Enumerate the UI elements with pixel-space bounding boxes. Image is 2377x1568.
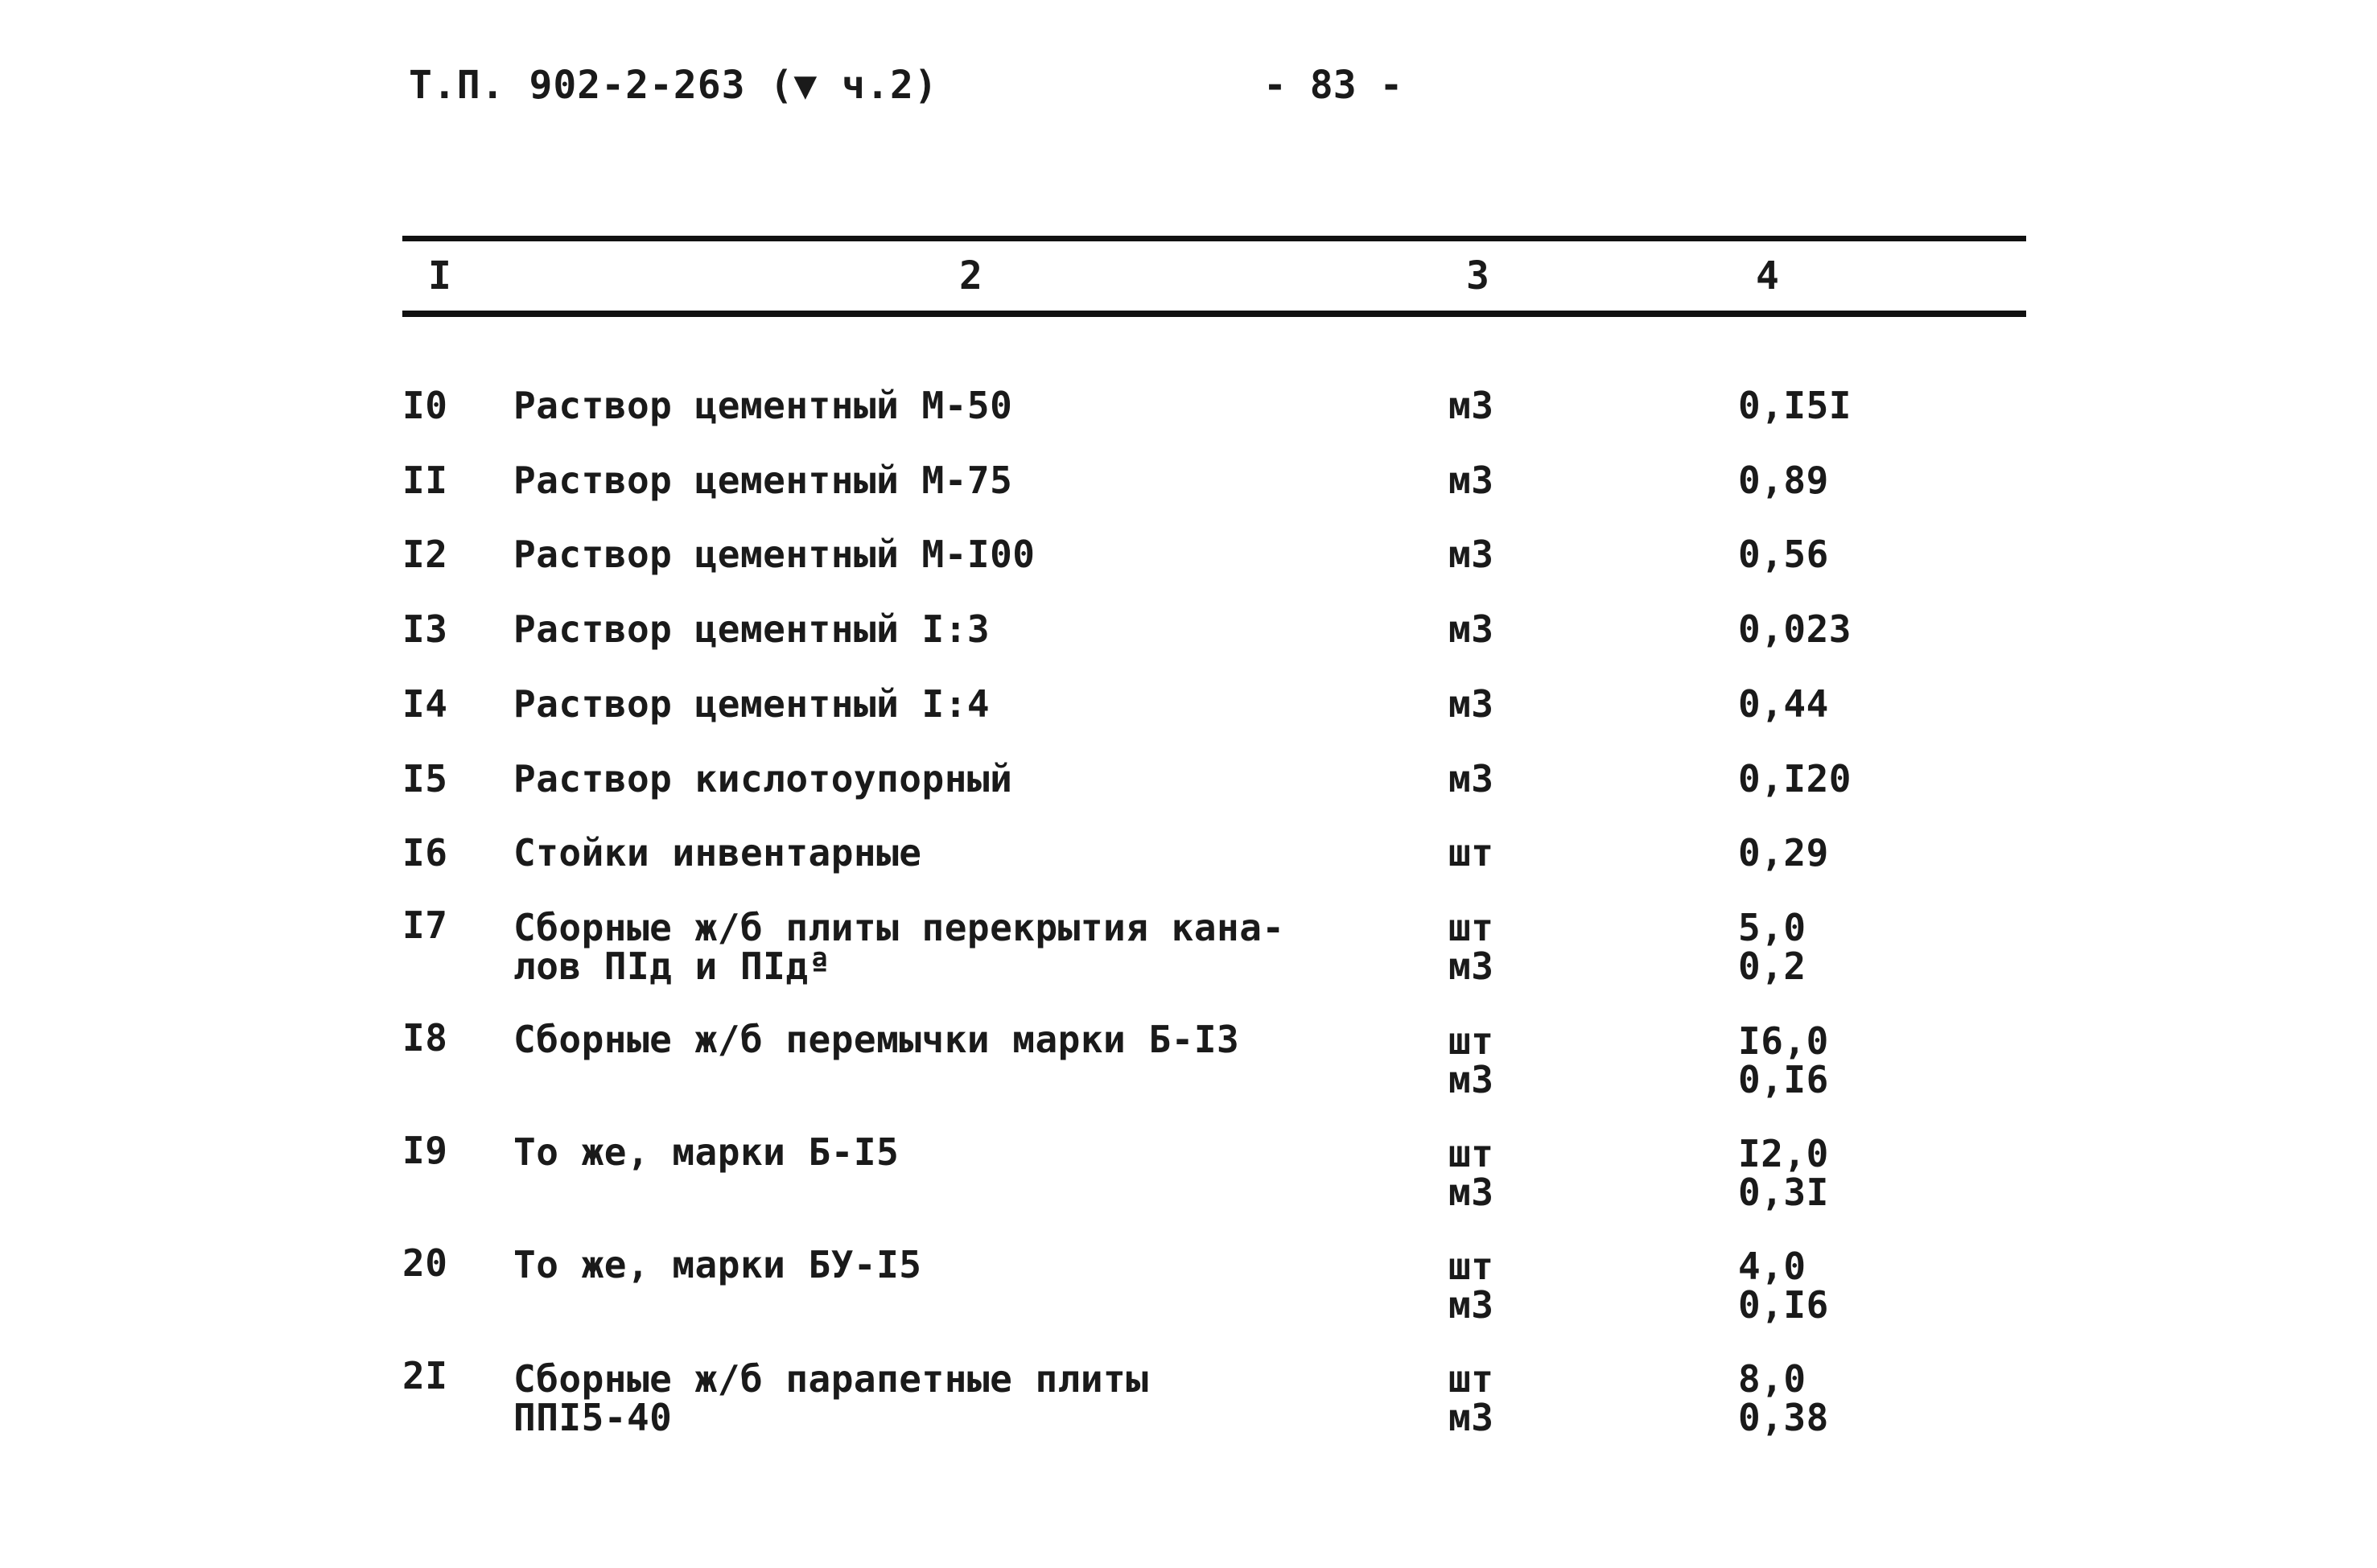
row-unit: шт м3 [1448, 1019, 1494, 1101]
document-reference: Т.П. 902-2-263 (▼ ч.2) [409, 63, 938, 108]
row-number: I5 [402, 757, 448, 800]
row-quantity: 8,0 0,38 [1738, 1357, 1829, 1439]
row-unit: м3 [1448, 682, 1494, 726]
row-quantity: 0,56 [1738, 533, 1829, 576]
column-header-3: 3 [1466, 253, 1489, 298]
row-number: I2 [402, 533, 448, 576]
row-quantity: I2,0 0,3I [1738, 1132, 1829, 1214]
row-quantity: 4,0 0,I6 [1738, 1245, 1829, 1327]
row-quantity: 0,I20 [1738, 757, 1852, 800]
row-quantity: 0,44 [1738, 682, 1829, 726]
column-header-1: I [428, 253, 451, 298]
row-quantity: I6,0 0,I6 [1738, 1019, 1829, 1101]
row-number: II [402, 459, 448, 502]
row-unit: шт м3 [1448, 906, 1494, 988]
row-number: I9 [402, 1129, 448, 1172]
row-number: I7 [402, 903, 448, 947]
row-number: I3 [402, 607, 448, 651]
row-name: Сборные ж/б парапетные плиты ППI5-40 [513, 1357, 1149, 1439]
row-unit: м3 [1448, 607, 1494, 651]
row-number: 2I [402, 1354, 448, 1397]
row-name: Раствор цементный М-75 [513, 459, 1013, 502]
row-number: I0 [402, 384, 448, 427]
column-header-4: 4 [1756, 253, 1779, 298]
row-unit: шт м3 [1448, 1357, 1494, 1439]
row-quantity: 0,I5I [1738, 384, 1852, 427]
row-unit: м3 [1448, 757, 1494, 800]
row-name: То же, марки БУ-I5 [513, 1243, 922, 1286]
row-number: I8 [402, 1016, 448, 1060]
row-name: Сборные ж/б плиты перекрытия кана- лов ПIд и ПIдª [513, 906, 1285, 988]
row-unit: м3 [1448, 533, 1494, 576]
row-number: I4 [402, 682, 448, 726]
row-unit: шт [1448, 831, 1494, 875]
row-name: Раствор цементный I:3 [513, 607, 991, 651]
row-quantity: 0,89 [1738, 459, 1829, 502]
row-unit: м3 [1448, 459, 1494, 502]
row-name: Раствор цементный М-I00 [513, 533, 1036, 576]
row-number: I6 [402, 831, 448, 875]
row-unit: шт м3 [1448, 1245, 1494, 1327]
row-quantity: 5,0 0,2 [1738, 906, 1806, 988]
column-header-2: 2 [959, 253, 983, 298]
row-unit: шт м3 [1448, 1132, 1494, 1214]
page-number: - 83 - [1263, 63, 1403, 108]
table-header-bottom-rule [402, 311, 2026, 317]
row-name: Сборные ж/б перемычки марки Б-I3 [513, 1018, 1240, 1061]
table-top-rule [402, 236, 2026, 241]
row-name: Раствор цементный I:4 [513, 682, 991, 726]
row-name: Раствор цементный М-50 [513, 384, 1013, 427]
row-name: Стойки инвентарные [513, 831, 922, 875]
row-number: 20 [402, 1241, 448, 1285]
row-name: То же, марки Б-I5 [513, 1130, 900, 1174]
row-name: Раствор кислотоупорный [513, 757, 1013, 800]
row-quantity: 0,023 [1738, 607, 1852, 651]
row-unit: м3 [1448, 384, 1494, 427]
row-quantity: 0,29 [1738, 831, 1829, 875]
